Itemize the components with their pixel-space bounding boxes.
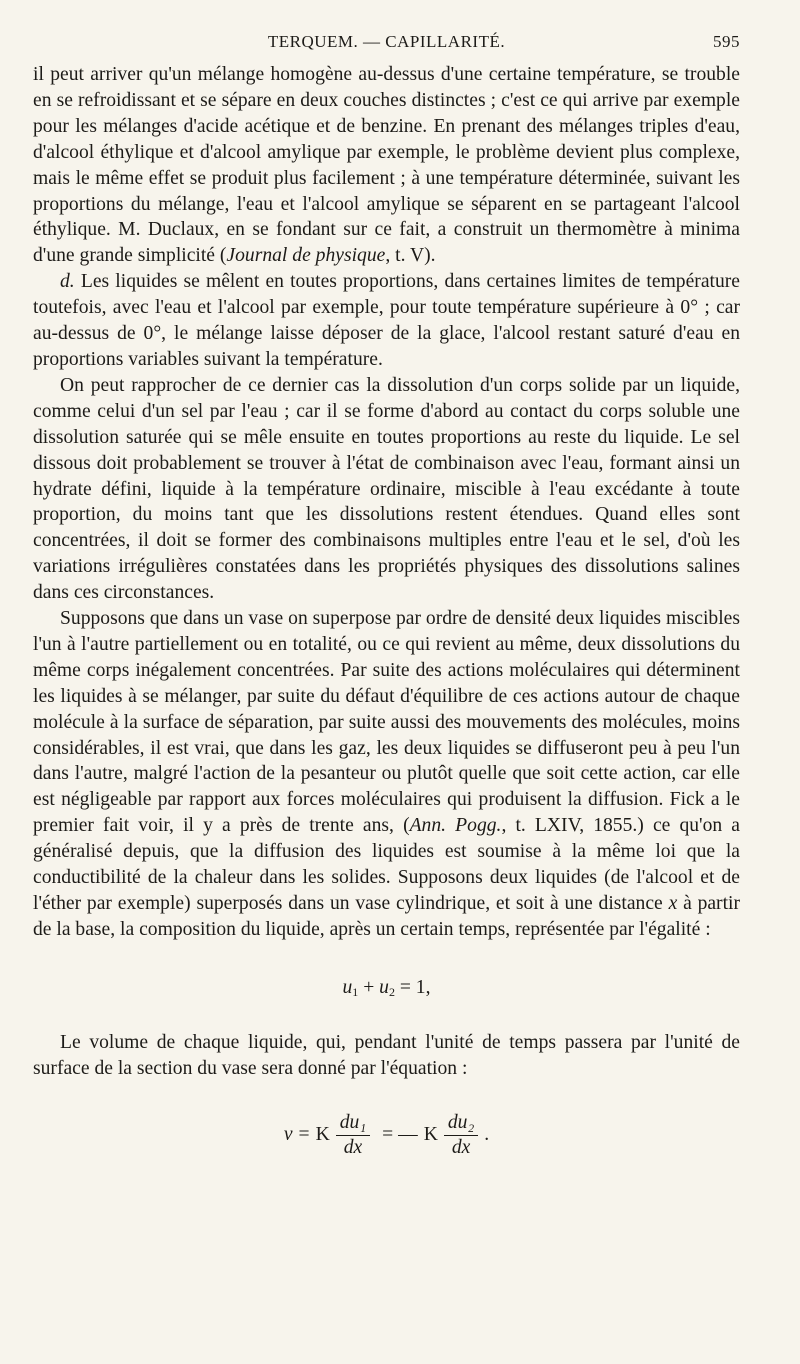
paragraph-3: On peut rapprocher de ce dernier cas la dissolution d'un corps solide par un liquide, comme celui d'un sel par l'eau ; car il se forme d'abord au contact du corps soluble une dissolution saturée qui se mêle ensuite en toutes proportions au reste du liquide. Le sel dissous doit probablement se trouver à l'état de combinaison avec l'eau, formant ainsi un hydrate défini, liquide à la température ordinaire, miscible à l'eau excédante à toute proportion, du moins tant que les dissolutions restent étendues. Quand elles sont concentrées, il doit se former des combinaisons multiples entre l'eau et le sel, d'où les variations irrégulières constatées dans les propriétés physiques des dissolutions salines dans ces circonstances.: [33, 374, 740, 604]
fraction-du1-dx: $\frac{\text{du₁}}{dx}$: [336, 1112, 370, 1159]
fraction-du2-dx: $\frac{\text{du₂}}{dx}$: [444, 1112, 478, 1159]
equation-sum: $u_1 + u_2 = 1$,: [342, 976, 431, 999]
journal-ref: Ann. Pogg.: [409, 815, 502, 837]
paragraph-2: d. Les liquides se mêlent en toutes proportions, dans certaines limites de température toutefois, avec l'eau et l'alcool par exemple, pour toute température supérieure à 0° ; car au-dessus de 0°, le mélange laisse déposer de la glace, l'alcool restant saturé d'eau en proportions variables suivant la température.: [33, 271, 740, 370]
running-title: TERQUEM. — CAPILLARITÉ.: [267, 32, 506, 51]
variable-x: x: [668, 893, 678, 914]
running-header: [33, 24, 740, 60]
page-number: 595: [713, 32, 740, 51]
item-label: d.: [60, 271, 75, 293]
paragraph-1: il peut arriver qu'un mélange homogène au-dessus d'une certaine température, se trouble en se refroidissant et se sépare en deux couches distinctes ; c'est ce qui arrive par exemple pour les mélanges d'acide acétique et de benzine. En prenant des mélanges triples d'eau, d'alcool éthylique et d'alcool amylique par exemple, le problème devient plus complexe, mais le même effet se produit plus facilement ; à une température déterminée, suivant les proportions du mélange, l'eau et l'alcool amylique se séparent en se partageant l'alcool éthylique. M. Duclaux, en se fondant sur ce fait, a construit un thermomètre à minima d'une grande simplicité (Journal de physique, t. V).: [33, 64, 740, 267]
equation-flux: v = K $\frac{\text{du₁}}{dx}$ = — K $\frac{\text{du₂}}{dx}$ .: [283, 1111, 490, 1158]
page-body: [33, 62, 740, 1159]
journal-title: Journal de physique: [226, 245, 386, 267]
paragraph-4: Supposons que dans un vase on superpose par ordre de densité deux liquides miscibles l'un à l'autre partiellement ou en totalité, ou ce qui revient au même, deux dissolutions du même corps inégalement concentrées. Par suite des actions moléculaires qui déterminent les liquides à se mélanger, par suite du défaut d'équilibre de ces actions autour de chaque molécule à la surface de séparation, par suite aussi des mouvements des molécules, moins considérables, il est vrai, que dans les gaz, les deux liquides se diffuseront peu à peu l'un dans l'autre, malgré l'action de la pesanteur ou plutôt quelle que soit cette action, car elle est négligeable par rapport aux forces moléculaires qui produisent la diffusion. Fick a le premier fait voir, il y a près de trente ans, (Ann. Pogg., t. LXIV, 1855.) ce qu'on a généralisé depuis, que la diffusion des liquides est soumise à la même loi que la conductibilité de la chaleur dans les solides. Supposons deux liquides (de l'alcool et de l'éther par exemple) superposés dans un vase cylindrique, et soit à une distance x à partir de la base, la composition du liquide, après un certain temps, représentée par l'égalité :: [33, 608, 740, 940]
paragraph-5: Le volume de chaque liquide, qui, pendant l'unité de temps passera par l'unité de surface de la section du vase sera donné par l'équation :: [33, 1031, 740, 1079]
